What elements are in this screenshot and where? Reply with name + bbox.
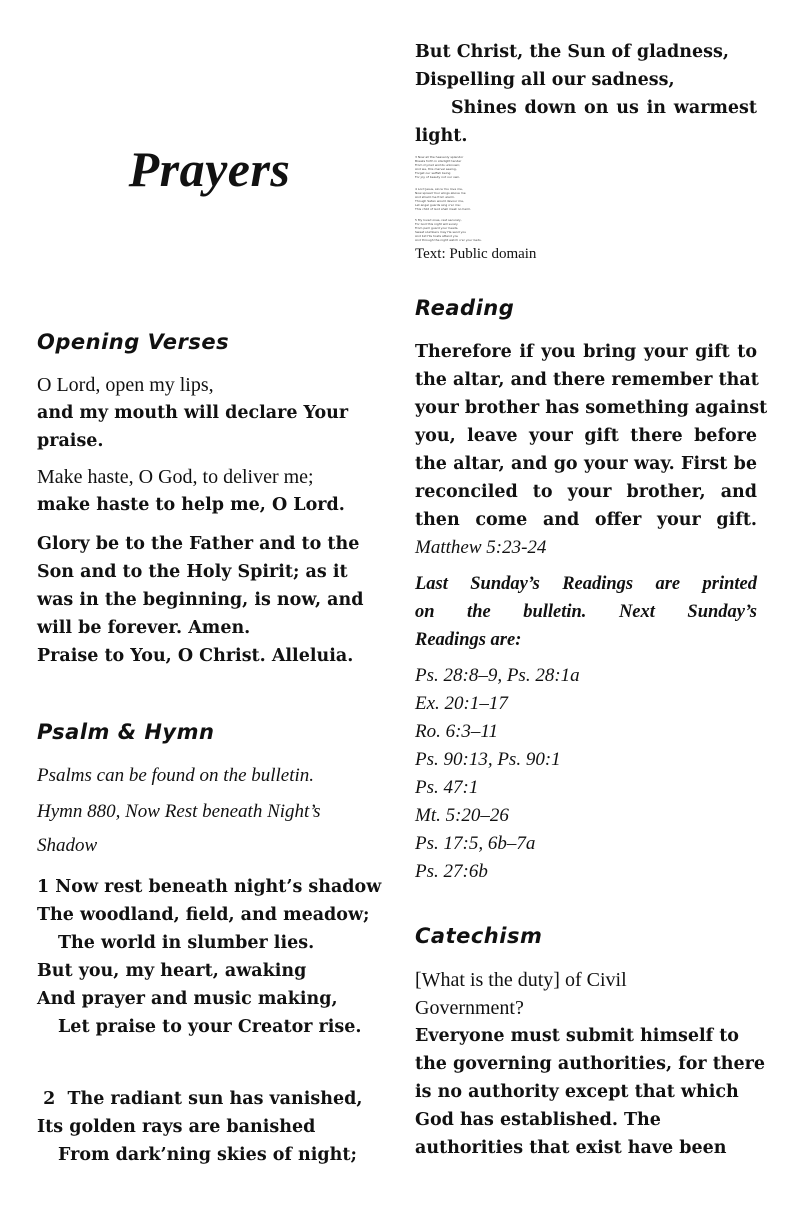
hymn-line: 1 Now rest beneath night’s shadow [37,877,382,897]
page-title: Prayers [128,141,291,197]
gloria-line: was in the beginning, is now, and [37,590,364,610]
tiny-line: Sweet slumbers may He send you [415,230,467,234]
tiny-line: For joy of beauty not our own. [415,175,461,179]
reading-text [415,338,768,562]
reading-heading: Reading [415,296,515,320]
hymn-title-line: Hymn 880, Now Rest beneath Night’s [37,801,321,822]
tiny-line: Breaks forth in starlight tender [415,159,462,163]
tiny-stanza-4 [415,187,485,211]
tiny-line: This child of God shall meet no harm. [415,207,472,211]
reading-ref: Ex. 20:1–17 [415,693,508,714]
reading-citation: Matthew 5:23-24 [415,537,547,558]
tiny-line: For God this night will surely [415,222,458,226]
catechism-question [415,966,757,1022]
reading-ref: Ps. 28:8–9, Ps. 28:1a [415,665,580,686]
gloria-line: Praise to You, O Christ. Alleluia. [37,646,354,666]
reading-line: then come and offer your gift. [415,510,757,530]
catechism-question-line: Government? [415,997,524,1019]
catechism-answer-line: the governing authorities, for there [415,1054,766,1074]
reading-ref: Ps. 47:1 [415,777,479,798]
tiny-line: And shield me from alarm. [415,195,455,199]
catechism-question-line: [What is the duty] of Civil [415,969,627,991]
hymn-line: And prayer and music making, [37,989,338,1009]
reading-line: reconciled to your brother, and [415,482,757,502]
psalm-note [37,762,382,790]
catechism-answer-line: authorities that exist have been [415,1138,727,1158]
reading-line: the altar, and go your way. First be [415,454,757,474]
verse-leader-text: O Lord, open my lips, [37,374,214,396]
tiny-line: Let angel guards sing o'er me: [415,203,461,207]
tiny-line: 4 Lord Jesus, since You love me, [415,187,463,191]
hymn-stanza-2 [37,1085,382,1169]
hymn-line: Its golden rays are banished [37,1117,316,1137]
tiny-line: Now spread Your wings above me [415,191,466,195]
reading-note [415,570,757,654]
hymn-title [37,795,382,863]
reading-note-line: Readings are: [415,630,522,650]
reading-line: the altar, and there remember that [415,370,759,390]
hymn-title-line: Shadow [37,835,98,856]
catechism-answer [415,1022,766,1162]
text-credit: Text: Public domain [415,246,537,262]
tiny-line: From myriad worlds unknown; [415,163,461,167]
gloria-patri [37,530,382,670]
gloria-line: Glory be to the Father and to the [37,534,360,554]
catechism-answer-line: is no authority except that which [415,1082,739,1102]
hymn-continuation [415,38,757,150]
opening-verses-heading: Opening Verses [37,330,230,354]
reading-line: your brother has something against [415,398,768,418]
reading-ref: Mt. 5:20–26 [415,805,509,826]
hymn-line: From dark’ning skies of night; [58,1145,357,1165]
hymn-line: light. [415,126,468,146]
gloria-line: Son and to the Holy Spirit; as it [37,562,348,582]
reading-ref: Ro. 6:3–11 [415,721,499,742]
tiny-stanza-3 [415,155,485,179]
tiny-line: And bid His hosts attend you [415,234,459,238]
reading-ref: Ps. 17:5, 6b–7a [415,833,536,854]
hymn-line: But Christ, the Sun of gladness, [415,42,729,62]
hymn-line: But you, my heart, awaking [37,961,307,981]
tiny-line: And through the night watch o'er your beds. [415,238,482,242]
hymn-line: The woodland, field, and meadow; [37,905,370,925]
gloria-line: will be forever. Amen. [37,618,251,638]
tiny-line: And we, this marvel seeing, [415,167,457,171]
reading-note-line: on the bulletin. Next Sunday’s [415,602,757,622]
tiny-line: Though Satan would devour me, [415,199,464,203]
reading-line: Therefore if you bring your gift to [415,342,757,362]
hymn-line: Shines down on us in warmest [451,98,757,118]
hymn-line: Dispelling all our sadness, [415,70,675,90]
hymn-line: Let praise to your Creator rise. [58,1017,362,1037]
reading-line: you, leave your gift there before [415,426,757,446]
catechism-heading: Catechism [415,924,543,948]
psalm-note-text: Psalms can be found on the bulletin. [37,765,315,786]
tiny-line: From peril guard your heads. [415,226,459,230]
reading-ref: Ps. 27:6b [415,861,488,882]
tiny-line: 5 My loved ones, rest securely, [415,218,462,222]
hymn-line: 2 The radiant sun has vanished, [37,1089,363,1109]
verse-response-text: praise. [37,431,104,451]
reading-note-line: Last Sunday’s Readings are printed [415,574,757,594]
hymn-line: The world in slumber lies. [58,933,315,953]
verse-response-text: and my mouth will declare Your [37,403,349,423]
tiny-line: 3 Now all the heavenly splendor [415,155,464,159]
reading-ref: Ps. 90:13, Ps. 90:1 [415,749,561,770]
tiny-stanza-5 [415,218,485,242]
verse-response-text: make haste to help me, O Lord. [37,495,345,515]
reading-refs [415,662,757,886]
hymn-stanza-1 [37,873,382,1041]
catechism-answer-line: Everyone must submit himself to [415,1026,739,1046]
psalm-hymn-heading: Psalm & Hymn [37,720,215,744]
catechism-answer-line: God has established. The [415,1110,661,1130]
opening-verse-1 [37,371,382,455]
tiny-line: Forget our selfish being [415,171,451,175]
opening-verse-2 [37,463,382,519]
verse-leader-text: Make haste, O God, to deliver me; [37,466,314,488]
